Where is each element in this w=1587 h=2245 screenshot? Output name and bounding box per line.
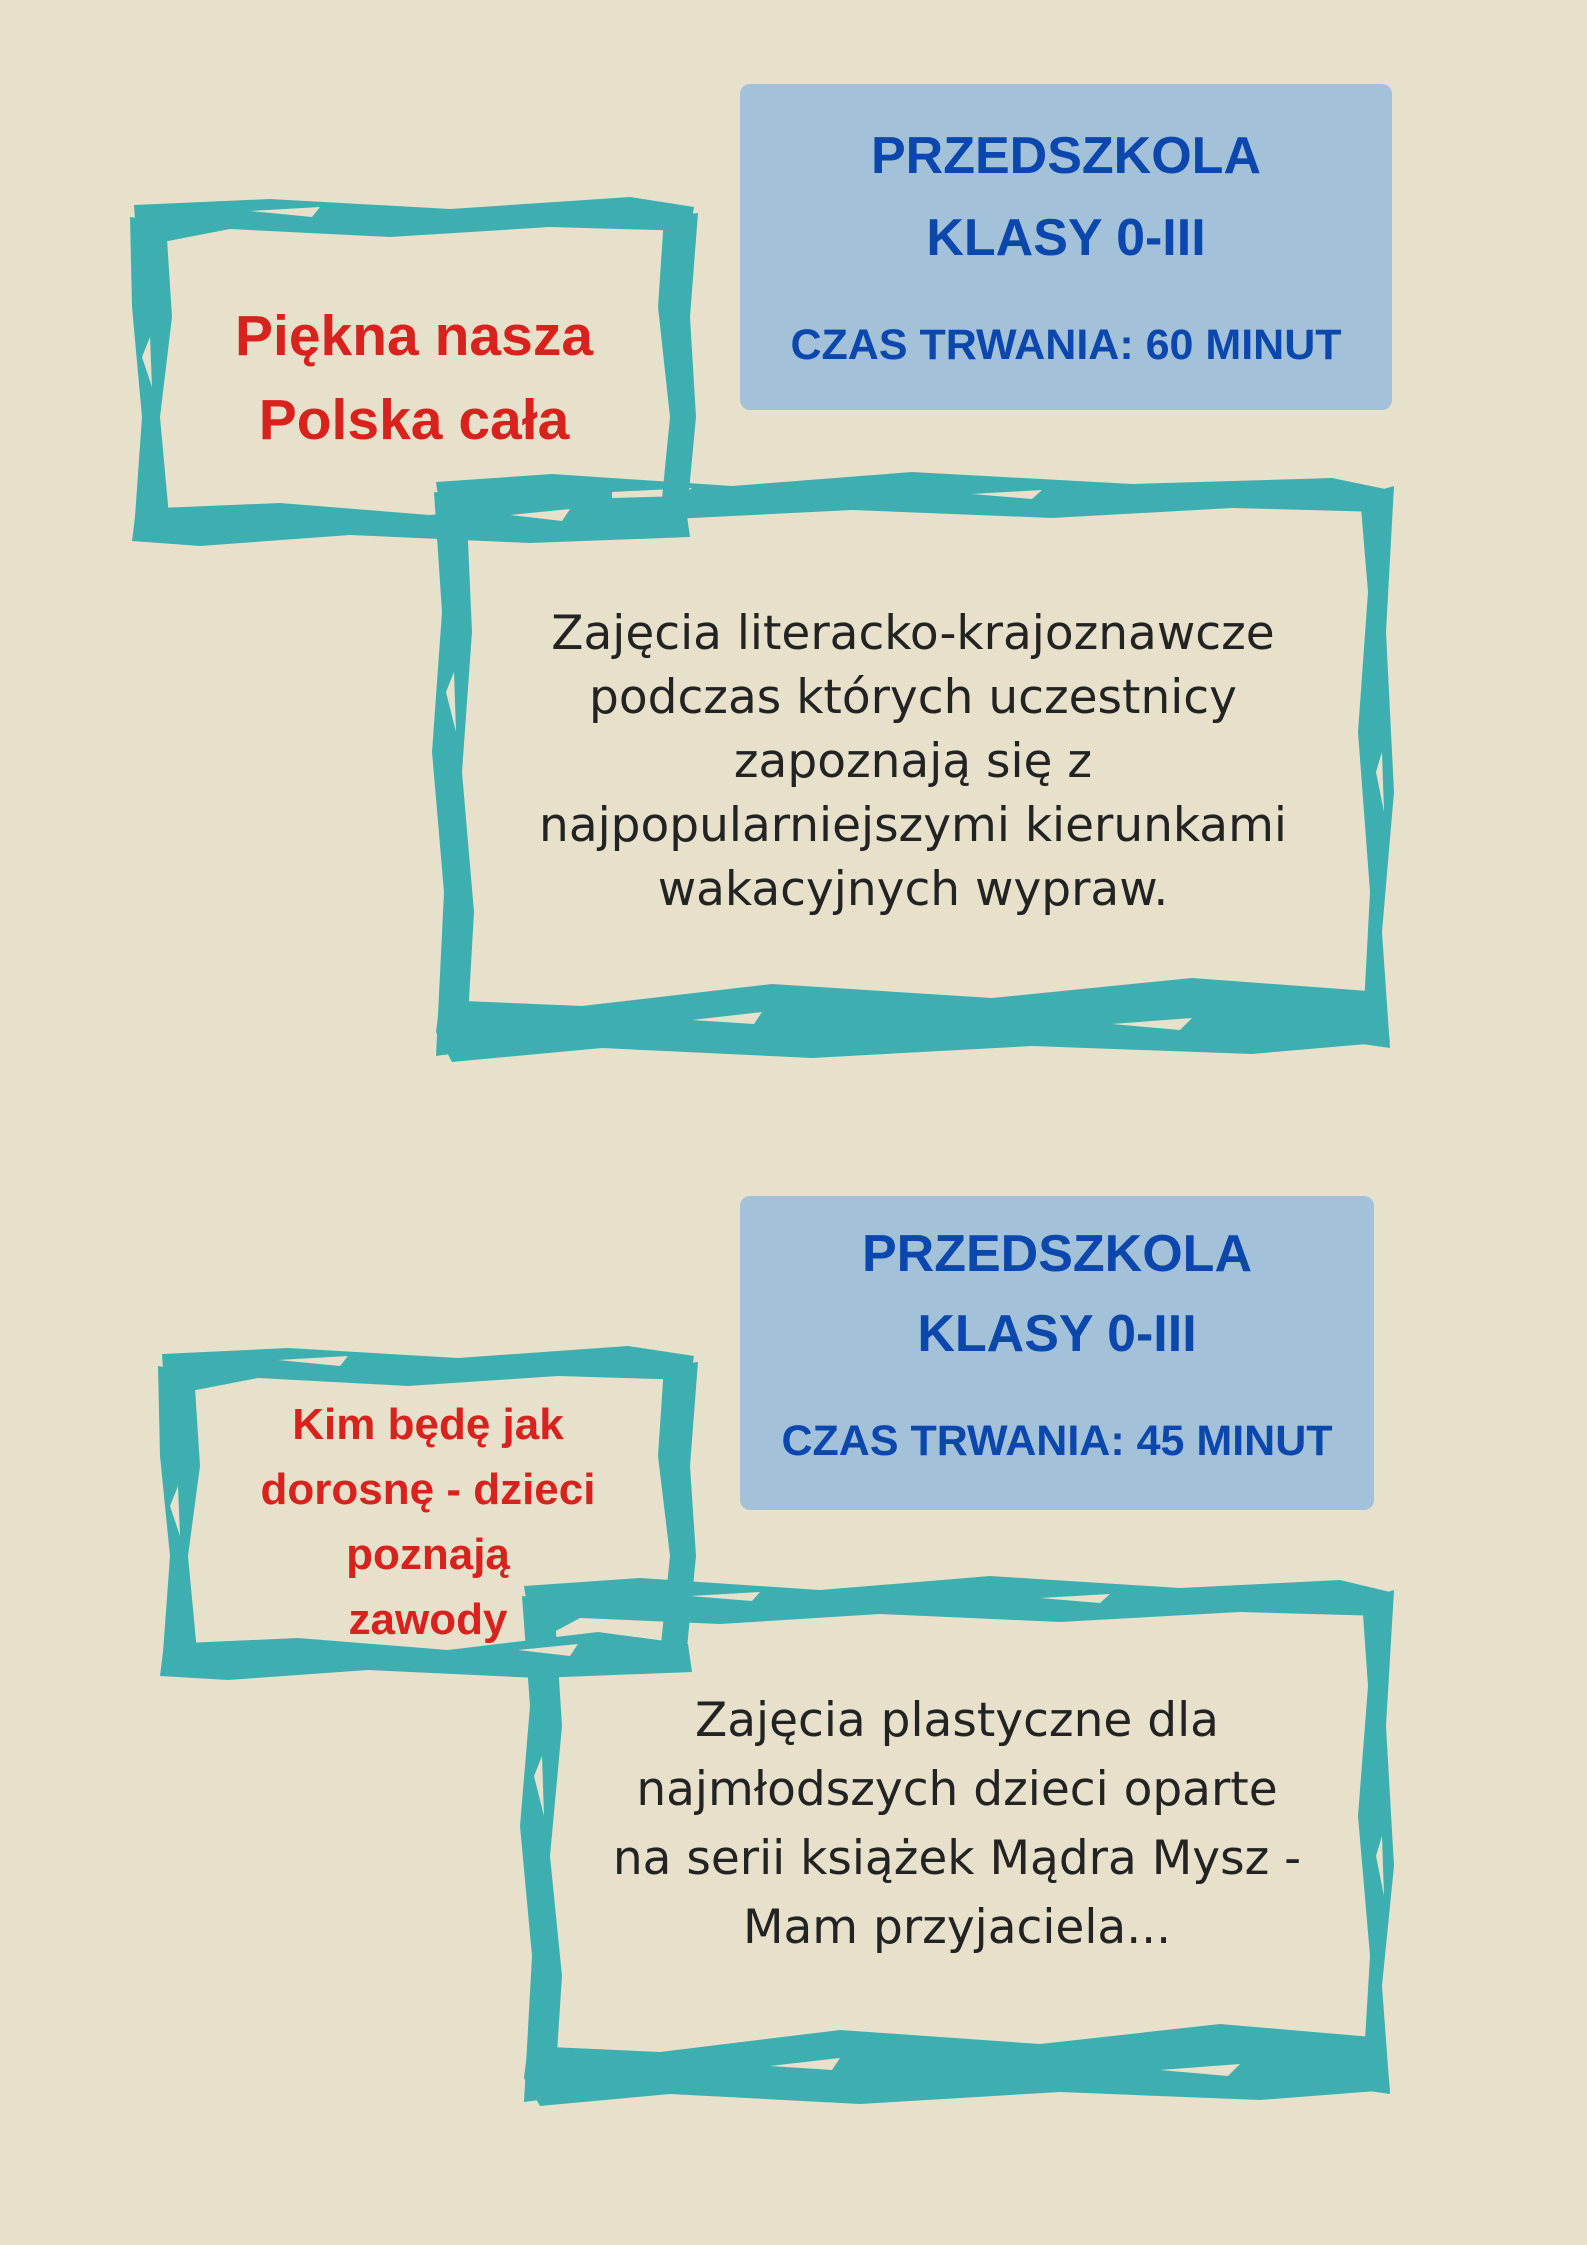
offer-title-1: [130, 294, 698, 462]
description-frame-1: [432, 472, 1394, 1062]
description-line: najpopularniejszymi kierunkami: [539, 798, 1287, 853]
group-label: PRZEDSZKOLA: [871, 127, 1261, 185]
title-line: zawody: [348, 1595, 508, 1644]
title-line: dorosnę - dzieci: [260, 1465, 596, 1514]
title-frame-1: [130, 197, 698, 546]
description-line: Mam przyjaciela...: [742, 1900, 1172, 1955]
title-line: Polska cała: [258, 388, 570, 452]
title-line: Piękna nasza: [234, 304, 594, 368]
info-box-2: [740, 1196, 1374, 1510]
duration-label: CZAS TRWANIA: 60 MINUT: [790, 321, 1342, 369]
duration-label: CZAS TRWANIA: 45 MINUT: [781, 1417, 1333, 1465]
description-line: zapoznają się z: [733, 734, 1093, 789]
description-text-1: [432, 602, 1394, 922]
description-line: podczas których uczestnicy: [589, 670, 1237, 725]
group-label: KLASY 0-III: [926, 209, 1206, 267]
group-label: PRZEDSZKOLA: [862, 1225, 1252, 1283]
info-box-1: [740, 84, 1392, 410]
title-line: poznają: [346, 1530, 510, 1579]
title-line: Kim będę jak: [292, 1400, 564, 1449]
description-line: Zajęcia plastyczne dla: [695, 1693, 1219, 1748]
group-label: KLASY 0-III: [917, 1305, 1197, 1363]
title-frame-2: [158, 1346, 698, 1680]
description-line: na serii książek Mądra Mysz -: [612, 1831, 1302, 1886]
offer-title-2: [158, 1392, 698, 1652]
description-line: Zajęcia literacko-krajoznawcze: [551, 606, 1275, 661]
description-text-2: [520, 1686, 1394, 1962]
description-line: wakacyjnych wypraw.: [657, 862, 1169, 917]
description-line: najmłodszych dzieci oparte: [636, 1762, 1278, 1817]
